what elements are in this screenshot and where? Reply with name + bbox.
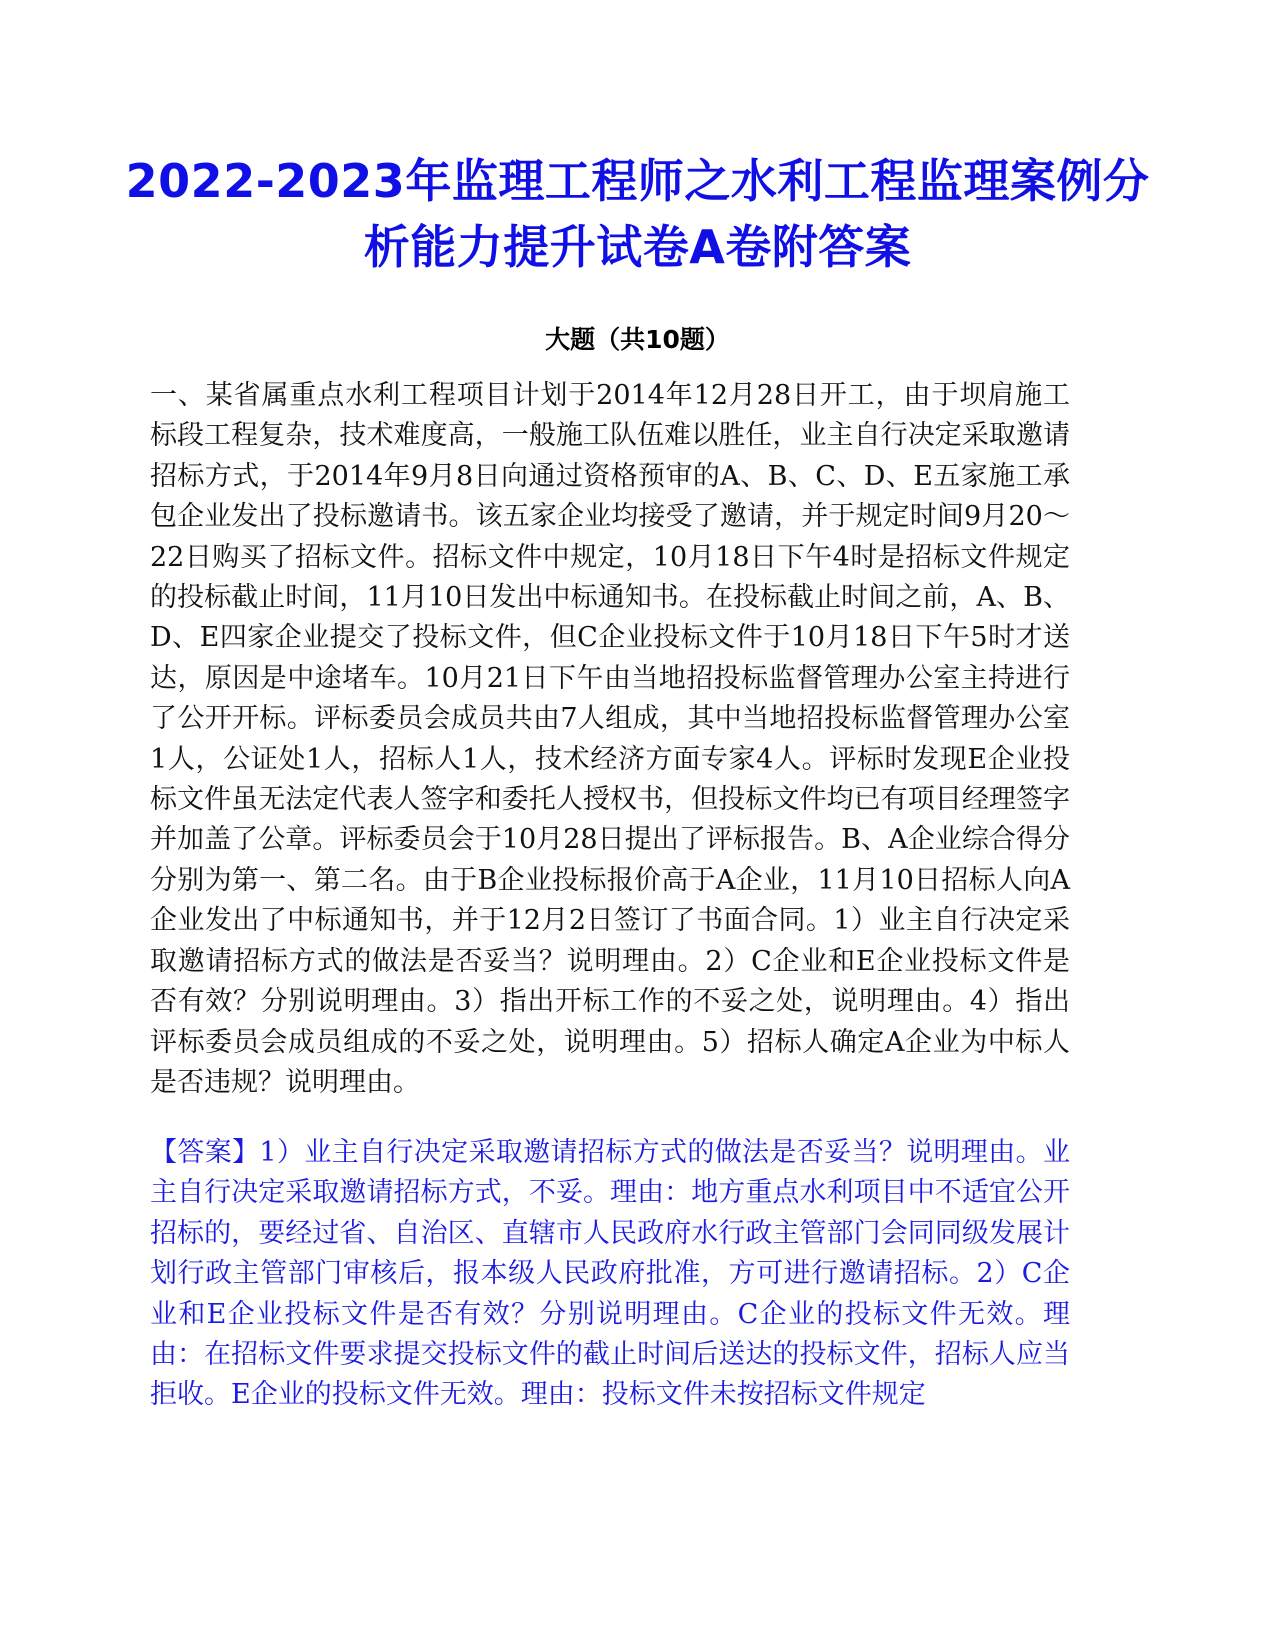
question-paragraph: 一、某省属重点水利工程项目计划于2014年12月28日开工，由于坝肩施工标段工程复杂，技术难度高，一般施工队伍难以胜任，业主自行决定采取邀请招标方式，于2014年9月8日向通过资格预审的A、B、C、D、E五家施工承包企业发出了投标邀请书。该五家企业均接受了邀请，并于规定时间9月20～22日购买了招标文件。招标文件中规定，10月18日下午4时是招标文件规定的投标截止时间，11月10日发出中标通知书。在投标截止时间之前，A、B、D、E四家企业提交了投标文件，但C企业投标文件于10月18日下午5时才送达，原因是中途堵车。10月21日下午由当地招投标监督管理办公室主持进行了公开开标。评标委员会成员共由7人组成，其中当地招投标监督管理办公室1人，公证处1人，招标人1人，技术经济方面专家4人。评标时发现E企业投标文件虽无法定代表人签字和委托人授权书，但投标文件均已有项目经理签字并加盖了公章。评标委员会于10月28日提出了评标报告。B、A企业综合得分分别为第一、第二名。由于B企业投标报价高于A企业，11月10日招标人向A企业发出了中标通知书，并于12月2日签订了书面合同。1）业主自行决定采取邀请招标方式的做法是否妥当？说明理由。2）C企业和E企业投标文件是否有效？分别说明理由。3）指出开标工作的不妥之处，说明理由。4）指出评标委员会成员组成的不妥之处，说明理由。5）招标人确定A企业为中标人是否违规？说明理由。 bbox=[150, 380, 1070, 1098]
document-title: 2022-2023年监理工程师之水利工程监理案例分析能力提升试卷A卷附答案 bbox=[125, 154, 1150, 274]
section-heading: 大题（共10题） bbox=[545, 325, 730, 354]
answer-paragraph: 【答案】1）业主自行决定采取邀请招标方式的做法是否妥当？说明理由。业主自行决定采取邀请招标方式，不妥。理由：地方重点水利项目中不适宜公开招标的，要经过省、自治区、直辖市人民政府水行政主管部门会同同级发展计划行政主管部门审核后，报本级人民政府批准，方可进行邀请招标。2）C企业和E企业投标文件是否有效？分别说明理由。C企业的投标文件无效。理由：在招标文件要求提交投标文件的截止时间后送达的投标文件，招标人应当拒收。E企业的投标文件无效。理由：投标文件未按招标文件规定 bbox=[150, 1137, 1070, 1411]
